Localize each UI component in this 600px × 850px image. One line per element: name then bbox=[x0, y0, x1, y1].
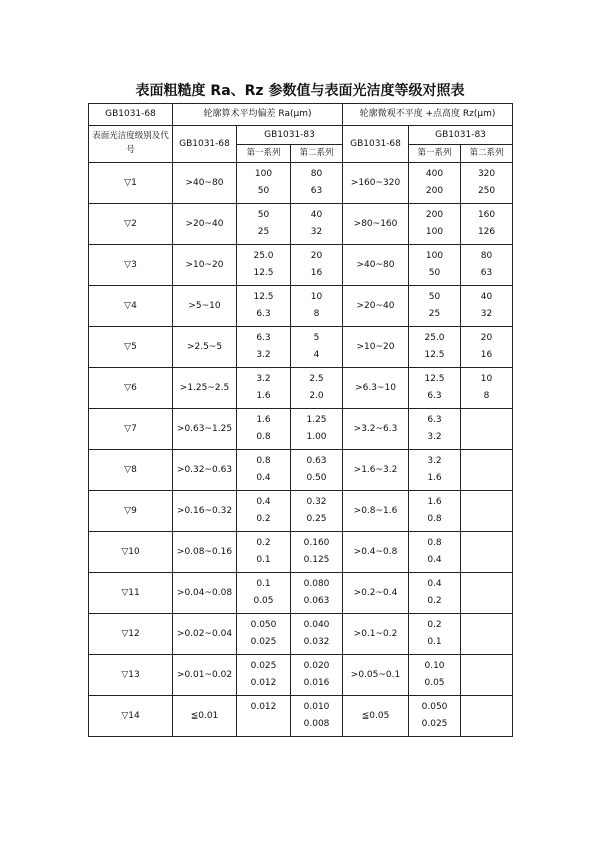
rz-series1-cell-value: 200 bbox=[425, 210, 444, 220]
ra-series1-cell-value: 0.1 bbox=[256, 579, 271, 589]
rz-series1-cell bbox=[409, 450, 461, 491]
ra-series2-cell-value: 20 bbox=[310, 251, 323, 261]
rz-series2-cell-value bbox=[461, 453, 512, 470]
table-row bbox=[89, 450, 513, 491]
grade-cell: ▽5 bbox=[89, 327, 173, 368]
table-row bbox=[89, 245, 513, 286]
table-row bbox=[89, 327, 513, 368]
rz-series1-cell-value: 0.025 bbox=[421, 719, 448, 729]
table-row bbox=[89, 532, 513, 573]
ra-series1-cell-value: 0.4 bbox=[256, 497, 271, 507]
page-title: 表面粗糙度 Ra、Rz 参数值与表面光洁度等级对照表 bbox=[135, 83, 465, 99]
ra-series2-cell-value: 0.32 bbox=[306, 497, 327, 507]
ra-series2-cell-value: 8 bbox=[313, 309, 320, 319]
rz-series2-cell-value: 16 bbox=[480, 350, 493, 360]
ra-series1-cell bbox=[237, 163, 291, 204]
header-ra-series2: 第二系列 bbox=[291, 145, 343, 163]
header-rz-title: 轮廓微观不平度 +点高度 Rz(μm) bbox=[343, 104, 513, 126]
ra-gb68-cell: >10~20 bbox=[173, 245, 237, 286]
ra-series2-cell-value: 1.00 bbox=[306, 432, 327, 442]
header-rz-gb68: GB1031-68 bbox=[343, 126, 409, 163]
ra-series2-cell-value: 32 bbox=[310, 227, 323, 237]
header-ra-title: 轮廓算术平均偏差 Ra(μm) bbox=[173, 104, 343, 126]
rz-gb68-cell: >160~320 bbox=[343, 163, 409, 204]
rz-series1-cell-value: 0.2 bbox=[427, 596, 442, 606]
rz-series2-cell bbox=[461, 163, 513, 204]
rz-series1-cell-value: 0.4 bbox=[427, 579, 442, 589]
ra-gb68-cell: >0.32~0.63 bbox=[173, 450, 237, 491]
rz-series1-cell-value: 400 bbox=[425, 169, 444, 179]
table-row bbox=[89, 368, 513, 409]
rz-series1-cell bbox=[409, 409, 461, 450]
grade-cell: ▽13 bbox=[89, 655, 173, 696]
rz-series1-cell-value: 100 bbox=[425, 251, 444, 261]
rz-gb68-cell: >20~40 bbox=[343, 286, 409, 327]
ra-series2-cell-value: 0.010 bbox=[303, 702, 330, 712]
rz-series2-cell-value bbox=[461, 634, 512, 651]
rz-series2-cell-value bbox=[461, 716, 512, 733]
header-grade-label: 表面光洁度级别及代号 bbox=[89, 126, 173, 163]
rz-series1-cell-value: 0.1 bbox=[427, 637, 442, 647]
ra-series2-cell bbox=[291, 163, 343, 204]
grade-cell: ▽2 bbox=[89, 204, 173, 245]
table-row bbox=[89, 696, 513, 737]
grade-cell: ▽14 bbox=[89, 696, 173, 737]
grade-cell: ▽1 bbox=[89, 163, 173, 204]
ra-series2-cell-value: 5 bbox=[313, 333, 320, 343]
rz-series2-cell bbox=[461, 450, 513, 491]
header-ra-gb83: GB1031-83 bbox=[237, 126, 343, 145]
rz-series1-cell-value: 3.2 bbox=[427, 456, 442, 466]
rz-series2-cell-value: 80 bbox=[480, 251, 493, 261]
ra-series2-cell bbox=[291, 327, 343, 368]
ra-series1-cell-value: 1.6 bbox=[256, 391, 271, 401]
rz-gb68-cell: >6.3~10 bbox=[343, 368, 409, 409]
ra-gb68-cell: ≦0.01 bbox=[173, 696, 237, 737]
rz-series2-cell bbox=[461, 368, 513, 409]
ra-series1-cell bbox=[237, 532, 291, 573]
ra-series1-cell bbox=[237, 204, 291, 245]
ra-series2-cell bbox=[291, 614, 343, 655]
rz-series2-cell bbox=[461, 286, 513, 327]
roughness-table bbox=[88, 103, 513, 737]
rz-series1-cell-value: 6.3 bbox=[427, 415, 442, 425]
rz-series2-cell-value bbox=[461, 576, 512, 593]
ra-series1-cell-value: 6.3 bbox=[256, 333, 271, 343]
ra-series1-cell bbox=[237, 327, 291, 368]
rz-series1-cell bbox=[409, 573, 461, 614]
rz-series2-cell-value: 40 bbox=[480, 292, 493, 302]
rz-series1-cell-value: 1.6 bbox=[427, 473, 442, 483]
rz-series2-cell bbox=[461, 614, 513, 655]
grade-cell: ▽6 bbox=[89, 368, 173, 409]
rz-gb68-cell: >3.2~6.3 bbox=[343, 409, 409, 450]
rz-series1-cell-value: 100 bbox=[425, 227, 444, 237]
ra-series1-cell-value: 0.05 bbox=[253, 596, 274, 606]
rz-series1-cell bbox=[409, 204, 461, 245]
ra-series1-cell-value: 0.1 bbox=[256, 555, 271, 565]
rz-series2-cell-value: 20 bbox=[480, 333, 493, 343]
table-row bbox=[89, 286, 513, 327]
ra-series2-cell bbox=[291, 286, 343, 327]
rz-series2-cell bbox=[461, 409, 513, 450]
ra-series1-cell-value: 0.025 bbox=[250, 637, 277, 647]
rz-series1-cell-value: 25.0 bbox=[424, 333, 445, 343]
rz-series2-cell-value bbox=[461, 593, 512, 610]
ra-series1-cell-value: 12.5 bbox=[253, 268, 274, 278]
rz-series2-cell-value bbox=[461, 675, 512, 692]
ra-series1-cell-value: 0.012 bbox=[250, 702, 277, 712]
ra-series1-cell bbox=[237, 491, 291, 532]
grade-cell: ▽10 bbox=[89, 532, 173, 573]
rz-series1-cell bbox=[409, 286, 461, 327]
rz-gb68-cell: >0.1~0.2 bbox=[343, 614, 409, 655]
rz-gb68-cell: >40~80 bbox=[343, 245, 409, 286]
rz-gb68-cell: >0.8~1.6 bbox=[343, 491, 409, 532]
rz-series1-cell-value: 1.6 bbox=[427, 497, 442, 507]
ra-series1-cell-value bbox=[237, 716, 290, 733]
ra-series1-cell bbox=[237, 450, 291, 491]
rz-series2-cell bbox=[461, 327, 513, 368]
rz-series2-cell-value bbox=[461, 617, 512, 634]
rz-gb68-cell: >1.6~3.2 bbox=[343, 450, 409, 491]
ra-series1-cell bbox=[237, 573, 291, 614]
rz-series2-cell-value: 320 bbox=[477, 169, 496, 179]
header-ra-gb68: GB1031-68 bbox=[173, 126, 237, 163]
rz-series1-cell bbox=[409, 655, 461, 696]
rz-series1-cell-value: 0.10 bbox=[424, 661, 445, 671]
rz-gb68-cell: >80~160 bbox=[343, 204, 409, 245]
ra-series2-cell bbox=[291, 696, 343, 737]
ra-gb68-cell: >5~10 bbox=[173, 286, 237, 327]
ra-gb68-cell: >0.16~0.32 bbox=[173, 491, 237, 532]
ra-series1-cell-value: 3.2 bbox=[256, 350, 271, 360]
rz-series2-cell bbox=[461, 491, 513, 532]
ra-series1-cell-value: 100 bbox=[254, 169, 273, 179]
ra-series1-cell bbox=[237, 368, 291, 409]
rz-series1-cell bbox=[409, 245, 461, 286]
ra-series1-cell-value: 50 bbox=[257, 210, 270, 220]
rz-series1-cell-value: 25 bbox=[428, 309, 441, 319]
ra-series1-cell-value: 3.2 bbox=[256, 374, 271, 384]
ra-gb68-cell: >1.25~2.5 bbox=[173, 368, 237, 409]
ra-series2-cell-value: 10 bbox=[310, 292, 323, 302]
table-row bbox=[89, 573, 513, 614]
ra-series1-cell-value: 1.6 bbox=[256, 415, 271, 425]
rz-series2-cell bbox=[461, 573, 513, 614]
rz-series2-cell-value: 8 bbox=[483, 391, 490, 401]
ra-series2-cell-value: 0.020 bbox=[303, 661, 330, 671]
ra-gb68-cell: >2.5~5 bbox=[173, 327, 237, 368]
rz-series1-cell-value: 0.2 bbox=[427, 620, 442, 630]
rz-series1-cell-value: 0.05 bbox=[424, 678, 445, 688]
table-row bbox=[89, 655, 513, 696]
ra-gb68-cell: >0.63~1.25 bbox=[173, 409, 237, 450]
ra-series1-cell bbox=[237, 655, 291, 696]
rz-series2-cell-value bbox=[461, 658, 512, 675]
ra-series1-cell bbox=[237, 614, 291, 655]
grade-cell: ▽9 bbox=[89, 491, 173, 532]
rz-series1-cell-value: 6.3 bbox=[427, 391, 442, 401]
ra-series2-cell-value: 4 bbox=[313, 350, 320, 360]
rz-series1-cell-value: 200 bbox=[425, 186, 444, 196]
grade-cell: ▽8 bbox=[89, 450, 173, 491]
rz-series1-cell-value: 50 bbox=[428, 268, 441, 278]
ra-series2-cell-value: 0.125 bbox=[303, 555, 330, 565]
ra-series1-cell bbox=[237, 286, 291, 327]
grade-cell: ▽7 bbox=[89, 409, 173, 450]
ra-gb68-cell: >0.01~0.02 bbox=[173, 655, 237, 696]
rz-series1-cell bbox=[409, 491, 461, 532]
table-row bbox=[89, 614, 513, 655]
ra-series2-cell-value: 0.50 bbox=[306, 473, 327, 483]
table-row bbox=[89, 163, 513, 204]
ra-series2-cell bbox=[291, 655, 343, 696]
rz-series2-cell-value bbox=[461, 535, 512, 552]
header-rz-gb83: GB1031-83 bbox=[409, 126, 513, 145]
rz-series1-cell-value: 12.5 bbox=[424, 350, 445, 360]
ra-series1-cell-value: 25.0 bbox=[253, 251, 274, 261]
table-row bbox=[89, 409, 513, 450]
rz-series2-cell-value bbox=[461, 494, 512, 511]
rz-series2-cell-value: 63 bbox=[480, 268, 493, 278]
rz-series2-cell-value bbox=[461, 429, 512, 446]
ra-series1-cell-value: 0.2 bbox=[256, 514, 271, 524]
rz-series2-cell bbox=[461, 245, 513, 286]
ra-series1-cell-value: 0.8 bbox=[256, 456, 271, 466]
table-row bbox=[89, 204, 513, 245]
rz-series1-cell bbox=[409, 163, 461, 204]
rz-series1-cell bbox=[409, 368, 461, 409]
ra-series2-cell-value: 1.25 bbox=[306, 415, 327, 425]
grade-cell: ▽3 bbox=[89, 245, 173, 286]
ra-series2-cell-value: 0.040 bbox=[303, 620, 330, 630]
ra-series2-cell-value: 0.25 bbox=[306, 514, 327, 524]
ra-series2-cell-value: 40 bbox=[310, 210, 323, 220]
rz-series1-cell bbox=[409, 696, 461, 737]
ra-series1-cell bbox=[237, 409, 291, 450]
ra-series2-cell-value: 0.63 bbox=[306, 456, 327, 466]
ra-gb68-cell: >40~80 bbox=[173, 163, 237, 204]
ra-series2-cell-value: 63 bbox=[310, 186, 323, 196]
ra-series1-cell-value: 0.8 bbox=[256, 432, 271, 442]
rz-series1-cell bbox=[409, 614, 461, 655]
grade-cell: ▽4 bbox=[89, 286, 173, 327]
rz-series2-cell-value bbox=[461, 552, 512, 569]
rz-gb68-cell: >0.05~0.1 bbox=[343, 655, 409, 696]
rz-series2-cell bbox=[461, 204, 513, 245]
ra-series2-cell bbox=[291, 573, 343, 614]
table-row bbox=[89, 491, 513, 532]
ra-series2-cell bbox=[291, 450, 343, 491]
ra-series2-cell-value: 0.080 bbox=[303, 579, 330, 589]
ra-gb68-cell: >0.08~0.16 bbox=[173, 532, 237, 573]
ra-series2-cell-value: 0.160 bbox=[303, 538, 330, 548]
ra-series1-cell bbox=[237, 245, 291, 286]
ra-series2-cell-value: 0.032 bbox=[303, 637, 330, 647]
rz-series1-cell-value: 0.8 bbox=[427, 538, 442, 548]
rz-series2-cell-value: 32 bbox=[480, 309, 493, 319]
rz-series2-cell-value: 10 bbox=[480, 374, 493, 384]
ra-series2-cell-value: 0.008 bbox=[303, 719, 330, 729]
ra-series2-cell-value: 0.063 bbox=[303, 596, 330, 606]
rz-series2-cell-value bbox=[461, 511, 512, 528]
ra-gb68-cell: >0.02~0.04 bbox=[173, 614, 237, 655]
ra-series2-cell-value: 80 bbox=[310, 169, 323, 179]
rz-series2-cell-value: 126 bbox=[477, 227, 496, 237]
ra-gb68-cell: >0.04~0.08 bbox=[173, 573, 237, 614]
ra-series1-cell-value: 0.2 bbox=[256, 538, 271, 548]
header-gb68: GB1031-68 bbox=[89, 104, 173, 126]
rz-series1-cell bbox=[409, 327, 461, 368]
ra-series2-cell bbox=[291, 368, 343, 409]
ra-series2-cell-value: 2.0 bbox=[309, 391, 324, 401]
rz-series2-cell-value bbox=[461, 412, 512, 429]
ra-series2-cell bbox=[291, 204, 343, 245]
ra-gb68-cell: >20~40 bbox=[173, 204, 237, 245]
header-ra-series1: 第一系列 bbox=[237, 145, 291, 163]
rz-series1-cell bbox=[409, 532, 461, 573]
ra-series1-cell-value: 25 bbox=[257, 227, 270, 237]
rz-series1-cell-value: 0.8 bbox=[427, 514, 442, 524]
ra-series2-cell-value: 16 bbox=[310, 268, 323, 278]
header-rz-series1: 第一系列 bbox=[409, 145, 461, 163]
rz-series2-cell bbox=[461, 655, 513, 696]
rz-series2-cell-value: 250 bbox=[477, 186, 496, 196]
ra-series2-cell-value: 2.5 bbox=[309, 374, 324, 384]
ra-series1-cell-value: 50 bbox=[257, 186, 270, 196]
ra-series2-cell bbox=[291, 532, 343, 573]
ra-series2-cell bbox=[291, 491, 343, 532]
ra-series2-cell bbox=[291, 245, 343, 286]
rz-series1-cell-value: 0.4 bbox=[427, 555, 442, 565]
ra-series1-cell-value: 0.4 bbox=[256, 473, 271, 483]
rz-series1-cell-value: 12.5 bbox=[424, 374, 445, 384]
ra-series1-cell-value: 6.3 bbox=[256, 309, 271, 319]
grade-cell: ▽12 bbox=[89, 614, 173, 655]
rz-series1-cell-value: 0.050 bbox=[421, 702, 448, 712]
rz-gb68-cell: >10~20 bbox=[343, 327, 409, 368]
ra-series1-cell-value: 0.025 bbox=[250, 661, 277, 671]
rz-gb68-cell: ≦0.05 bbox=[343, 696, 409, 737]
rz-series2-cell bbox=[461, 696, 513, 737]
rz-series2-cell bbox=[461, 532, 513, 573]
ra-series1-cell-value: 12.5 bbox=[253, 292, 274, 302]
rz-series2-cell-value bbox=[461, 699, 512, 716]
ra-series2-cell-value: 0.016 bbox=[303, 678, 330, 688]
ra-series1-cell-value: 0.050 bbox=[250, 620, 277, 630]
ra-series1-cell bbox=[237, 696, 291, 737]
ra-series1-cell-value: 0.012 bbox=[250, 678, 277, 688]
rz-series2-cell-value: 160 bbox=[477, 210, 496, 220]
grade-cell: ▽11 bbox=[89, 573, 173, 614]
header-rz-series2: 第二系列 bbox=[461, 145, 513, 163]
rz-gb68-cell: >0.2~0.4 bbox=[343, 573, 409, 614]
rz-series1-cell-value: 50 bbox=[428, 292, 441, 302]
rz-gb68-cell: >0.4~0.8 bbox=[343, 532, 409, 573]
rz-series2-cell-value bbox=[461, 470, 512, 487]
rz-series1-cell-value: 3.2 bbox=[427, 432, 442, 442]
ra-series2-cell bbox=[291, 409, 343, 450]
